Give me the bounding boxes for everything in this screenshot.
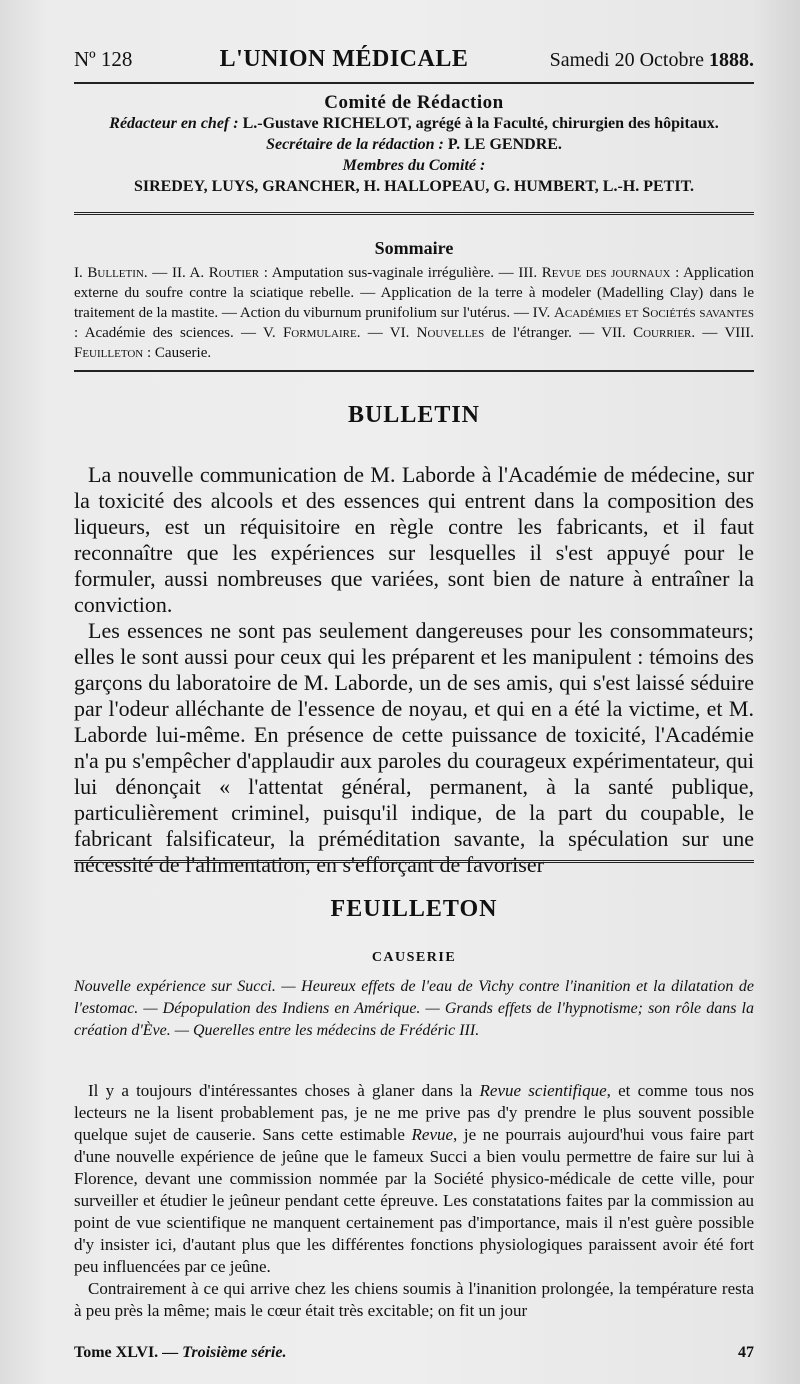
summary-title: Sommaire: [374, 238, 454, 258]
feuilleton-title: FEUILLETON: [330, 896, 498, 922]
summary-routier: Routier: [208, 265, 260, 281]
summary-text: de l'étranger. — VII.: [484, 325, 634, 341]
volume-info: [74, 1344, 286, 1366]
causerie-text: , et comme tous nos lecteurs ne la lisent probablement pas, je ne me prive pas d'y prendre le plus souvent possible quelque sujet de causerie. Sans cette estimable: [74, 1081, 754, 1144]
summary-text: I.: [74, 265, 88, 281]
committee-heading: Comité de Rédaction: [324, 92, 504, 113]
tome: Tome XLVI. —: [74, 1344, 179, 1361]
issue-day: Samedi 20 Octobre: [549, 49, 704, 71]
summary-text: : Académie des sciences. — V.: [74, 325, 283, 341]
issue-number: Nº 128: [74, 47, 133, 71]
causerie-text: Il y a toujours d'intéressantes choses à glaner dans la: [88, 1081, 480, 1100]
issue-date: [504, 49, 754, 72]
causerie-body: [74, 1080, 754, 1322]
page-footer: [74, 1344, 754, 1366]
secretary-label: Secrétaire de la rédaction :: [266, 136, 444, 153]
summary-rule: [74, 370, 754, 372]
revue-title: Revue scientifique: [479, 1081, 607, 1100]
summary-feuilleton: Feuilleton: [74, 345, 144, 361]
summary-academies: Académies et Sociétés savantes: [554, 305, 754, 321]
feuilleton-rule: [74, 860, 754, 866]
summary-text: . — VI.: [356, 325, 417, 341]
bulletin-paragraph: Les essences ne sont pas seulement dangereuses pour les consommateurs; elles le sont aussi pour ceux qui les préparent et les manipulent : témoins des garçons du laboratoire de M. Laborde, un de ses amis, qui s'est laissé séduire par l'odeur alléchante de l'essence de noyau, et qui en a été la victime, et M. Laborde lui-même. En présence de cette puissance de toxicité, l'Académie n'a pu s'empêcher d'applaudir aux paroles du courageux expérimentateur, qui lui dénonçait « l'attentat général, permanent, à la santé publique, particulièrement criminel, puisqu'il indique, de la part du coupable, le fabricant falsificateur, la préméditation savante, la spéculation sur une nécessité de l'alimentation, en s'efforçant de favoriser: [74, 618, 754, 877]
revue-title: Revue: [411, 1125, 454, 1144]
bulletin-paragraph: La nouvelle communication de M. Laborde à l'Académie de médecine, sur la toxicité des alcools et des essences qui entrent dans la composition des liqueurs, est un réquisitoire en règle contre les fabricants, et il faut reconnaître que les expériences sur lesquelles il s'est appuyé pour le formuler, aussi nombreuses que variées, sont bien de nature à entraîner la conviction.: [74, 462, 754, 617]
members-list: SIREDEY, LUYS, GRANCHER, H. HALLOPEAU, G. HUMBERT, L.-H. PETIT.: [133, 178, 695, 195]
members-label: Membres du Comité :: [342, 157, 486, 174]
summary-text: . — VIII.: [691, 325, 755, 341]
committee-rule: [74, 212, 754, 218]
issue-year: 1888.: [709, 49, 754, 71]
summary-bulletin: Bulletin: [87, 265, 144, 281]
summary-formulaire: Formulaire: [282, 325, 357, 341]
causerie-paragraph: Contrairement à ce qui arrive chez les chiens soumis à l'inanition prolongée, la température resta à peu près la même; mais le cœur était très excitable; on fit un jour: [74, 1279, 754, 1320]
bulletin-body: [74, 462, 754, 878]
editor-label: Rédacteur en chef :: [109, 115, 239, 132]
summary-text: : Amputation sus-vaginale irrégulière. — III.: [259, 265, 542, 281]
secretary-name: P. LE GENDRE.: [447, 136, 562, 153]
journal-title: L'UNION MÉDICALE: [219, 46, 469, 72]
summary-courrier: Courrier: [633, 325, 692, 341]
summary-text: . — II. A.: [143, 265, 209, 281]
masthead-rule: [74, 82, 754, 84]
summary-contents: [74, 263, 754, 363]
secretary-line: [74, 134, 754, 155]
causerie-paragraph: [74, 1080, 754, 1278]
page-number: 47: [738, 1344, 754, 1361]
editor-in-chief-line: [74, 113, 754, 134]
bulletin-title: BULLETIN: [347, 402, 481, 428]
causerie-title: CAUSERIE: [371, 950, 457, 965]
masthead: [74, 46, 754, 80]
causerie-text: , je ne pourrais aujourd'hui vous faire part d'une nouvelle expérience de jeûne que le fameux Succi a bien voulu permettre de faire sur lui à Florence, devant une commission nommée par la Société physico-médicale de cette ville, pour surveiller et étudier le jeûneur pendant cette épreuve. Les constatations faites par la commission au point de vue scientifique ne manquent certainement pas d'importance, mais il n'est guère possible d'y insister ici, d'autant plus que les différentes fonctions physiologiques paraissent avoir été fort peu influencées par ce jeûne.: [74, 1125, 754, 1276]
causerie-summary: Nouvelle expérience sur Succi. — Heureux effets de l'eau de Vichy contre l'inanition et la dilatation de l'estomac. — Dépopulation des Indiens en Amérique. — Grands effets de l'hypnotisme; son rôle dans la création d'Ève. — Querelles entre les médecins de Frédéric III.: [74, 978, 754, 1039]
summary-revue: Revue des journaux: [541, 265, 671, 281]
editorial-committee: [74, 92, 754, 197]
summary-text: : Causerie.: [143, 345, 212, 361]
editor-name: L.-Gustave RICHELOT, agrégé à la Faculté, chirurgien des hôpitaux.: [242, 115, 719, 132]
summary-text: : Application externe du soufre contre la sciatique rebelle. — Application de la terre à modeler (Madelling Clay) dans le traitement de la mastite. — Action du viburnum prunifolium sur l'utérus. — IV.: [74, 265, 754, 321]
series: Troisième série.: [182, 1344, 287, 1361]
summary-nouvelles: Nouvelles: [416, 325, 485, 341]
